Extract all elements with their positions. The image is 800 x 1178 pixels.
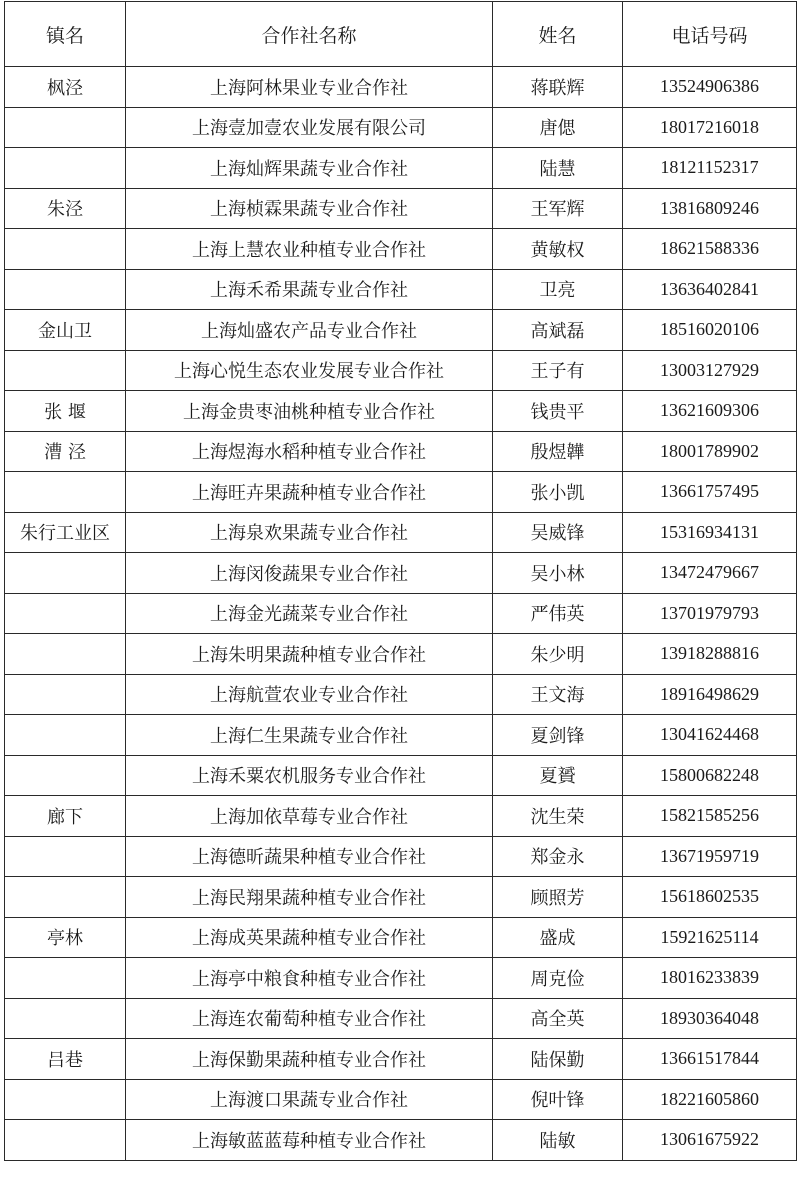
cell-cooperative-name: 上海朱明果蔬种植专业合作社: [126, 634, 493, 675]
table-row: [5, 310, 797, 351]
cell-town: 朱行工业区: [5, 512, 126, 553]
table-row: [5, 391, 797, 432]
cell-town: 亭林: [5, 917, 126, 958]
cell-cooperative-name: 上海金光蔬菜专业合作社: [126, 593, 493, 634]
cell-town: [5, 269, 126, 310]
cell-person-name: 张小凯: [493, 472, 623, 513]
cell-person-name: 倪叶锋: [493, 1079, 623, 1120]
cell-phone: 13661757495: [623, 472, 797, 513]
cell-person-name: 夏剑锋: [493, 715, 623, 756]
table-row: [5, 755, 797, 796]
cell-town: [5, 1079, 126, 1120]
cell-cooperative-name: 上海禾希果蔬专业合作社: [126, 269, 493, 310]
table-row: [5, 998, 797, 1039]
cell-town: [5, 1120, 126, 1161]
cell-phone: 18930364048: [623, 998, 797, 1039]
table-row: [5, 836, 797, 877]
cell-cooperative-name: 上海金贵枣油桃种植专业合作社: [126, 391, 493, 432]
table-row: [5, 958, 797, 999]
cell-town: [5, 958, 126, 999]
cell-phone: 13061675922: [623, 1120, 797, 1161]
cell-town: 张 堰: [5, 391, 126, 432]
header-cooperative-name: 合作社名称: [126, 2, 493, 67]
cell-person-name: 周克俭: [493, 958, 623, 999]
cell-town: [5, 553, 126, 594]
header-person-name: 姓名: [493, 2, 623, 67]
cell-phone: 15921625114: [623, 917, 797, 958]
cell-person-name: 王子有: [493, 350, 623, 391]
cell-phone: 13918288816: [623, 634, 797, 675]
cooperative-contact-table: [4, 1, 797, 1161]
cell-phone: 13621609306: [623, 391, 797, 432]
table-row: [5, 553, 797, 594]
table-row: [5, 674, 797, 715]
cell-person-name: 蒋联辉: [493, 67, 623, 108]
cell-phone: 18621588336: [623, 229, 797, 270]
cell-phone: 13472479667: [623, 553, 797, 594]
cell-town: 金山卫: [5, 310, 126, 351]
cell-phone: 18516020106: [623, 310, 797, 351]
header-row: [5, 2, 797, 67]
cell-cooperative-name: 上海煜海水稻种植专业合作社: [126, 431, 493, 472]
table-row: [5, 877, 797, 918]
cell-cooperative-name: 上海禾粟农机服务专业合作社: [126, 755, 493, 796]
cell-cooperative-name: 上海加依草莓专业合作社: [126, 796, 493, 837]
cell-town: 漕 泾: [5, 431, 126, 472]
cell-person-name: 陆敏: [493, 1120, 623, 1161]
cell-phone: 18017216018: [623, 107, 797, 148]
cell-cooperative-name: 上海阿林果业专业合作社: [126, 67, 493, 108]
cell-town: [5, 350, 126, 391]
cell-person-name: 顾照芳: [493, 877, 623, 918]
cell-cooperative-name: 上海保勤果蔬种植专业合作社: [126, 1039, 493, 1080]
cell-phone: 13816809246: [623, 188, 797, 229]
cell-phone: 15800682248: [623, 755, 797, 796]
cell-phone: 13636402841: [623, 269, 797, 310]
table-row: [5, 188, 797, 229]
cell-phone: 13701979793: [623, 593, 797, 634]
cell-phone: 13041624468: [623, 715, 797, 756]
cell-phone: 15618602535: [623, 877, 797, 918]
header-phone: 电话号码: [623, 2, 797, 67]
cell-town: [5, 998, 126, 1039]
cell-phone: 15316934131: [623, 512, 797, 553]
cell-cooperative-name: 上海上慧农业种植专业合作社: [126, 229, 493, 270]
cell-cooperative-name: 上海灿盛农产品专业合作社: [126, 310, 493, 351]
cell-cooperative-name: 上海桢霖果蔬专业合作社: [126, 188, 493, 229]
cell-person-name: 唐偲: [493, 107, 623, 148]
cell-town: [5, 107, 126, 148]
table-row: [5, 472, 797, 513]
cell-phone: 13003127929: [623, 350, 797, 391]
table-row: [5, 350, 797, 391]
cell-person-name: 王文海: [493, 674, 623, 715]
cell-phone: 13524906386: [623, 67, 797, 108]
cell-phone: 18916498629: [623, 674, 797, 715]
cell-person-name: 高斌磊: [493, 310, 623, 351]
cell-town: [5, 836, 126, 877]
table-row: [5, 634, 797, 675]
cell-town: [5, 674, 126, 715]
table-row: [5, 796, 797, 837]
table-row: [5, 67, 797, 108]
cell-cooperative-name: 上海泉欢果蔬专业合作社: [126, 512, 493, 553]
cell-town: 朱泾: [5, 188, 126, 229]
cell-cooperative-name: 上海闵俊蔬果专业合作社: [126, 553, 493, 594]
cell-town: [5, 593, 126, 634]
cell-town: [5, 715, 126, 756]
cell-person-name: 卫亮: [493, 269, 623, 310]
cell-town: [5, 877, 126, 918]
cell-person-name: 盛成: [493, 917, 623, 958]
table-row: [5, 512, 797, 553]
cell-phone: 18016233839: [623, 958, 797, 999]
cell-cooperative-name: 上海敏蓝蓝莓种植专业合作社: [126, 1120, 493, 1161]
cell-cooperative-name: 上海航萱农业专业合作社: [126, 674, 493, 715]
table-row: [5, 1039, 797, 1080]
cell-cooperative-name: 上海渡口果蔬专业合作社: [126, 1079, 493, 1120]
cell-phone: 13671959719: [623, 836, 797, 877]
cell-town: [5, 634, 126, 675]
table-row: [5, 917, 797, 958]
cell-cooperative-name: 上海成英果蔬种植专业合作社: [126, 917, 493, 958]
cell-person-name: 陆保勤: [493, 1039, 623, 1080]
cell-person-name: 殷煜韡: [493, 431, 623, 472]
cell-cooperative-name: 上海德昕蔬果种植专业合作社: [126, 836, 493, 877]
cell-town: [5, 472, 126, 513]
cell-cooperative-name: 上海壹加壹农业发展有限公司: [126, 107, 493, 148]
table-body: [5, 67, 797, 1161]
cell-town: [5, 229, 126, 270]
cell-person-name: 陆慧: [493, 148, 623, 189]
cell-phone: 18221605860: [623, 1079, 797, 1120]
cell-town: 廊下: [5, 796, 126, 837]
cell-person-name: 钱贵平: [493, 391, 623, 432]
cell-person-name: 王军辉: [493, 188, 623, 229]
cell-cooperative-name: 上海民翔果蔬种植专业合作社: [126, 877, 493, 918]
table-row: [5, 148, 797, 189]
cell-cooperative-name: 上海灿辉果蔬专业合作社: [126, 148, 493, 189]
cell-person-name: 郑金永: [493, 836, 623, 877]
cell-person-name: 严伟英: [493, 593, 623, 634]
table-row: [5, 593, 797, 634]
cell-phone: 18121152317: [623, 148, 797, 189]
cell-person-name: 吴威锋: [493, 512, 623, 553]
table-header: [5, 2, 797, 67]
table-row: [5, 269, 797, 310]
cell-town: [5, 755, 126, 796]
cell-phone: 18001789902: [623, 431, 797, 472]
table-row: [5, 107, 797, 148]
cell-cooperative-name: 上海心悦生态农业发展专业合作社: [126, 350, 493, 391]
cell-town: [5, 148, 126, 189]
cell-cooperative-name: 上海连农葡萄种植专业合作社: [126, 998, 493, 1039]
cell-town: 枫泾: [5, 67, 126, 108]
cell-phone: 13661517844: [623, 1039, 797, 1080]
cell-person-name: 夏贇: [493, 755, 623, 796]
cell-person-name: 朱少明: [493, 634, 623, 675]
cell-town: 吕巷: [5, 1039, 126, 1080]
cell-person-name: 沈生荣: [493, 796, 623, 837]
table-row: [5, 431, 797, 472]
table-row: [5, 229, 797, 270]
table-row: [5, 715, 797, 756]
cell-person-name: 吴小林: [493, 553, 623, 594]
table-row: [5, 1079, 797, 1120]
cell-person-name: 黄敏权: [493, 229, 623, 270]
header-town: 镇名: [5, 2, 126, 67]
cell-cooperative-name: 上海仁生果蔬专业合作社: [126, 715, 493, 756]
cell-cooperative-name: 上海旺卉果蔬种植专业合作社: [126, 472, 493, 513]
cell-phone: 15821585256: [623, 796, 797, 837]
table-row: [5, 1120, 797, 1161]
cell-cooperative-name: 上海亭中粮食种植专业合作社: [126, 958, 493, 999]
cell-person-name: 高全英: [493, 998, 623, 1039]
